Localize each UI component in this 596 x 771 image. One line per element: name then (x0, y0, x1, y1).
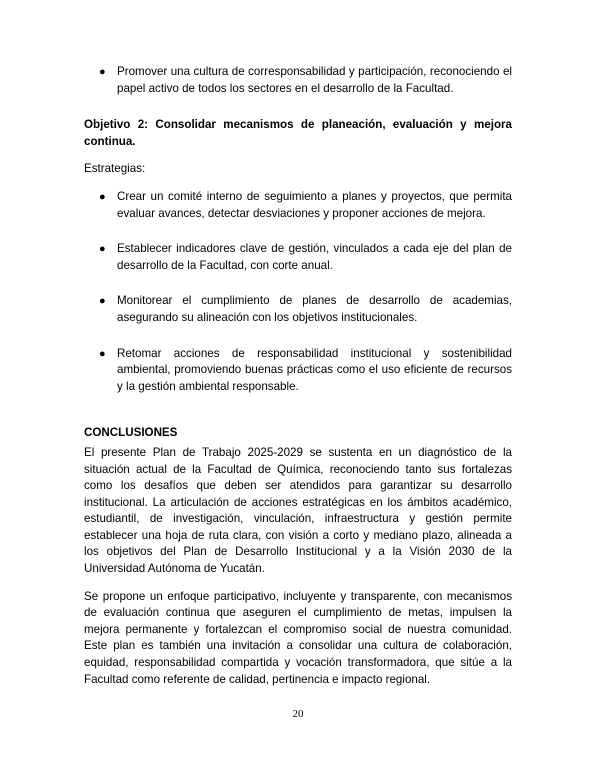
bullet-dot-icon: ● (99, 190, 106, 203)
conclusions-paragraph-1: El presente Plan de Trabajo 2025-2029 se sustenta en un diagnóstico de la situación actual de la Facultad de Química, reconociendo tanto sus fortalezas como los desafíos que deben ser atendidos para garantizar su desarrollo institucional. La articulación de acciones estratégicas en los ámbitos académico, estudiantil, de investigación, vinculación, infraestructura y gestión permite establecer una hoja de ruta clara, con visión a corto y mediano plazo, alineada a los objetivos del Plan de Desarrollo Institucional y a la Visión 2030 de la Universidad Autónoma de Yucatán. (84, 445, 512, 576)
strategy-bullet-3 (84, 293, 512, 326)
conclusions-paragraph-2: Se propone un enfoque participativo, incluyente y transparente, con mecanismos de evaluación continua que aseguren el cumplimiento de metas, impulsen la mejora permanente y fortalezcan el compromiso social de nuestra comunidad. Este plan es también una invitación a consolidar una cultura de colaboración, equidad, responsabilidad compartida y vocación transformadora, que sitúe a la Facultad como referente de calidad, pertinencia e impacto regional. (84, 589, 512, 686)
strategy-bullet-2 (84, 241, 512, 274)
bullet-dot-icon: ● (99, 66, 106, 78)
strategy-bullet-text: Retomar acciones de responsabilidad institucional y sostenibilidad ambiental, promoviendo buenas prácticas como el uso eficiente de recursos y la gestión ambiental responsable. (117, 346, 512, 393)
objective-2-title: Objetivo 2: Consolidar mecanismos de planeación, evaluación y mejora continua. (84, 118, 512, 148)
strategy-bullet-text: Crear un comité interno de seguimiento a planes y proyectos, que permita evaluar avances, detectar desviaciones y proponer acciones de mejora. (117, 189, 512, 220)
strategy-bullet-1 (84, 189, 512, 222)
strategies-label: Estrategias: (84, 162, 146, 176)
strategy-bullet-4 (84, 346, 512, 396)
bullet-dot-icon: ● (99, 243, 106, 256)
strategy-bullet-text: Establecer indicadores clave de gestión, vinculados a cada eje del plan de desarrollo de la Facultad, con corte anual. (117, 242, 512, 272)
intro-bullet (84, 64, 512, 97)
strategy-bullet-text: Monitorear el cumplimiento de planes de desarrollo de academias, asegurando su alineación con los objetivos institucionales. (117, 294, 512, 324)
conclusions-heading: CONCLUSIONES (84, 426, 178, 440)
page-content (84, 64, 512, 688)
page-number: 20 (292, 708, 304, 720)
bullet-dot-icon: ● (99, 295, 106, 308)
bullet-dot-icon: ● (99, 347, 106, 360)
intro-bullet-text: Promover una cultura de corresponsabilidad y participación, reconociendo el papel activo de todos los sectores en el desarrollo de la Facultad. (117, 65, 512, 95)
